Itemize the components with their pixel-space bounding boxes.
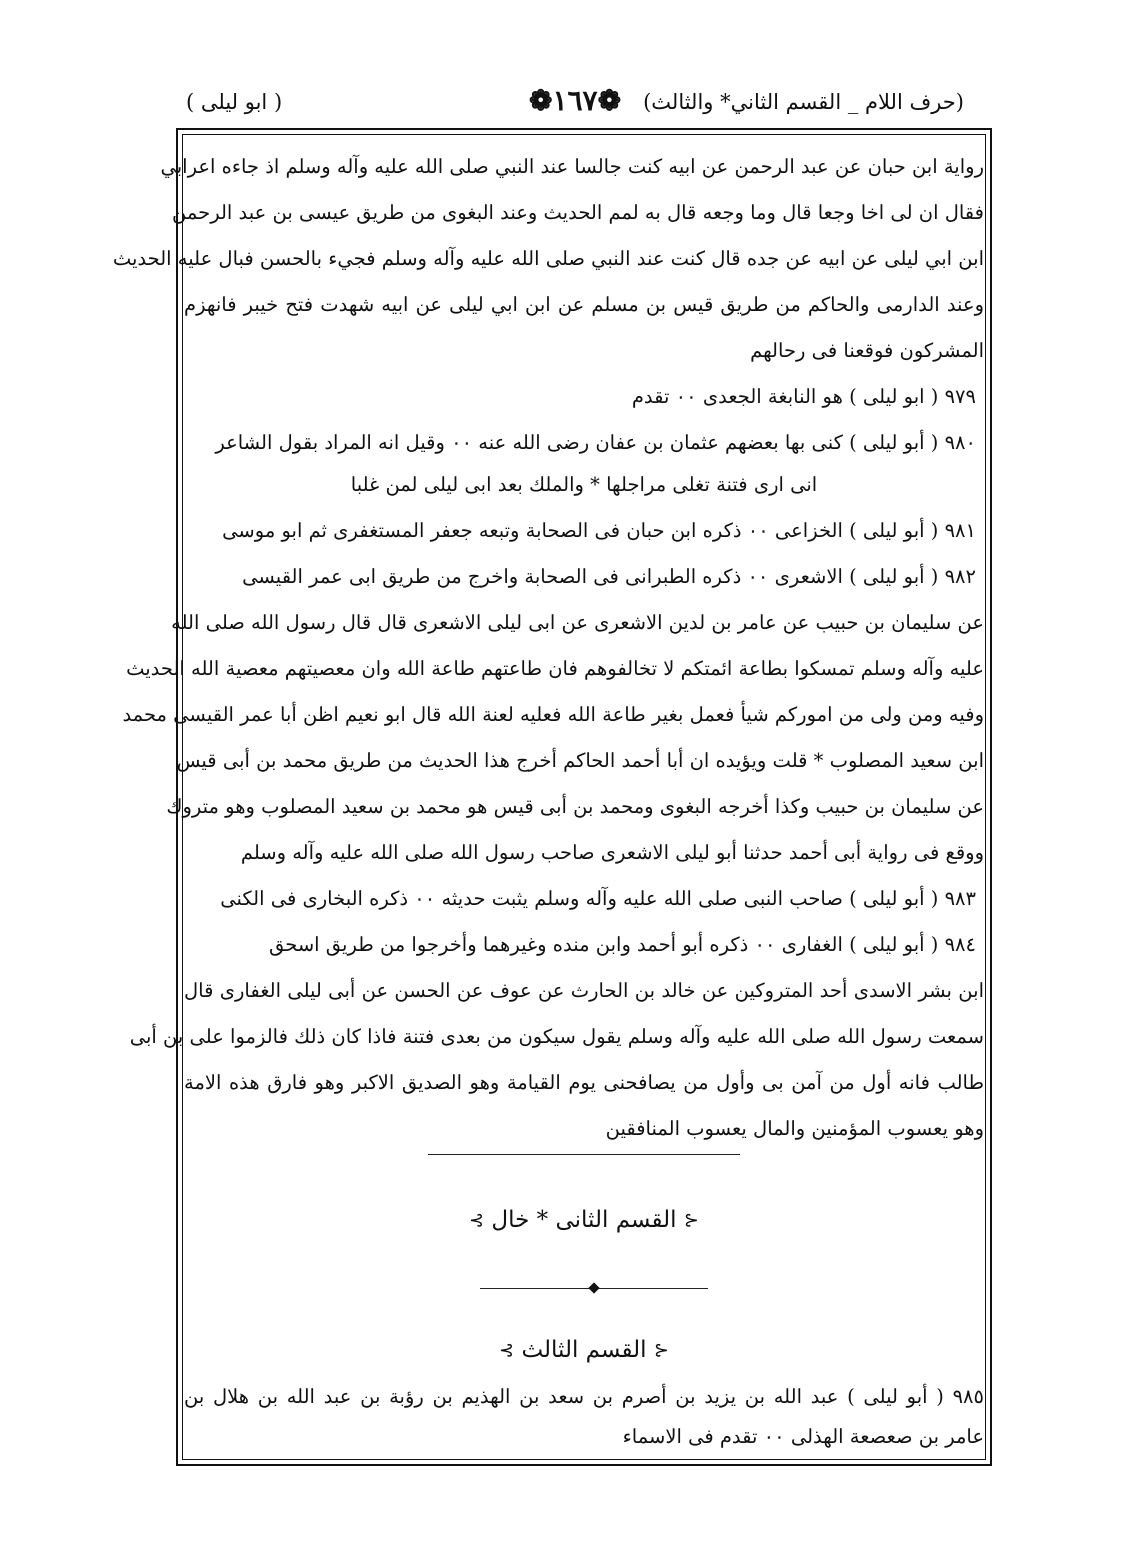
entry-983: ٩٨٣ ( أبو ليلى ) صاحب النبى صلى الله عليه وآله وسلم يثبت حديثه ٠٠ ذكره البخارى فى الكنى (220, 887, 976, 910)
section-title-text: القسم الثالث (521, 1337, 647, 1363)
text-line: وفيه ومن ولى من اموركم شيأ فعمل بغير طاعة الله فعليه لعنة الله قال ابو نعيم اظن أبا عمر القيسى محمد (122, 703, 984, 726)
text-line: فقال ان لى اخا وجعا قال وما وجعه قال به لمم الحديث وعند البغوى من طريق عيسى بن عبد الرحمن (172, 201, 984, 224)
text-line: طالب فانه أول من آمن بى وأول من يصافحنى يوم القيامة وهو الصديق الاكبر وهو فارق هذه الامة (184, 1071, 984, 1094)
section-end-heading (184, 1200, 984, 1240)
ornament-left: ⊱ (499, 1340, 515, 1361)
running-header (186, 84, 964, 124)
text-line: عن سليمان بن حبيب وكذا أخرجه البغوى ومحمد بن أبى قيس هو محمد بن سعيد المصلوب وهو متروك (166, 795, 984, 818)
text-line: المشركون فوقعنا فى رحالهم (750, 339, 984, 362)
section-end-text: القسم الثانى * خال (491, 1207, 677, 1233)
entry-heading: ( ابو ليلى ) (186, 90, 283, 114)
text-line: عليه وآله وسلم تمسكوا بطاعة ائمتكم لا تخالفوهم فان طاعتهم طاعة الله وان معصيتهم معصية الله الحديث (126, 657, 984, 680)
entry-979: ٩٧٩ ( ابو ليلى ) هو النابغة الجعدى ٠٠ تقدم (631, 385, 976, 408)
section-title (184, 1330, 984, 1370)
page-number: ❁١٦٧❁ (528, 84, 622, 117)
ornament-right: ⊰ (683, 1210, 699, 1231)
text-line: ابن سعيد المصلوب * قلت ويؤيده ان أبا أحمد الحاكم أخرج هذا الحديث من طريق محمد بن أبى قيس (176, 749, 984, 772)
entry-984: ٩٨٤ ( أبو ليلى ) الغفارى ٠٠ ذكره أبو أحمد وابن منده وغيرهما وأخرجوا من طريق اسحق (268, 933, 976, 956)
text-line: ووقع فى رواية أبى أحمد حدثنا أبو ليلى الاشعرى صاحب رسول الله صلى الله عليه وآله وسلم (240, 841, 984, 864)
ornament-right: ⊰ (653, 1340, 669, 1361)
entry-985: ٩٨٥ ( أبو ليلى ) عبد الله بن يزيد بن أصرم بن سعد بن الهذيم بن رؤبة بن عبد الله بن هلال بن (184, 1385, 984, 1408)
poem-verse: انى ارى فتنة تغلى مراجلها * والملك بعد ابى ليلى لمن غلبا (350, 473, 818, 496)
ornament-left: ⊱ (469, 1210, 485, 1231)
text-line: عامر بن صعصعة الهذلى ٠٠ تقدم فى الاسماء (622, 1425, 984, 1448)
entry-982: ٩٨٢ ( أبو ليلى ) الاشعرى ٠٠ ذكره الطبرانى فى الصحابة واخرج من طريق ابى عمر القيسى (242, 565, 976, 588)
divider-rule (428, 1154, 740, 1155)
text-line: ابن بشر الاسدى أحد المتروكين عن خالد بن الحارث عن عوف عن الحسن عن أبى ليلى الغفارى قال (184, 979, 984, 1002)
text-line: وعند الدارمى والحاكم من طريق قيس بن مسلم عن ابن ابي ليلى عن ابيه شهدت فتح خيبر فانهزم (184, 293, 984, 316)
text-line: وهو يعسوب المؤمنين والمال يعسوب المنافقين (605, 1117, 984, 1140)
chapter-heading: (حرف اللام _ القسم الثاني* والثالث) (643, 90, 964, 114)
entry-980: ٩٨٠ ( أبو ليلى ) كنى بها بعضهم عثمان بن عفان رضى الله عنه ٠٠ وقيل انه المراد بقول الشاعر (215, 431, 976, 454)
text-line: ابن ابي ليلى عن ابيه عن جده قال كنت عند النبي صلى الله عليه وآله وسلم فجيء بالحسن فبال عليه الحديث (112, 247, 984, 270)
entry-981: ٩٨١ ( أبو ليلى ) الخزاعى ٠٠ ذكره ابن حبان فى الصحابة وتبعه جعفر المستغفرى ثم ابو موسى (222, 519, 976, 542)
text-line: سمعت رسول الله صلى الله عليه وآله وسلم يقول سيكون من بعدى فتنة فاذا كان ذلك فالزموا على بن أبى (129, 1025, 984, 1048)
text-line: عن سليمان بن حبيب عن عامر بن لدين الاشعرى عن ابى ليلى الاشعرى قال قال رسول الله صلى الله (171, 611, 984, 634)
text-line: رواية ابن حبان عن عبد الرحمن عن ابيه كنت جالسا عند النبي صلى الله عليه وآله وسلم اذ جاءه اعرابي (160, 155, 984, 178)
